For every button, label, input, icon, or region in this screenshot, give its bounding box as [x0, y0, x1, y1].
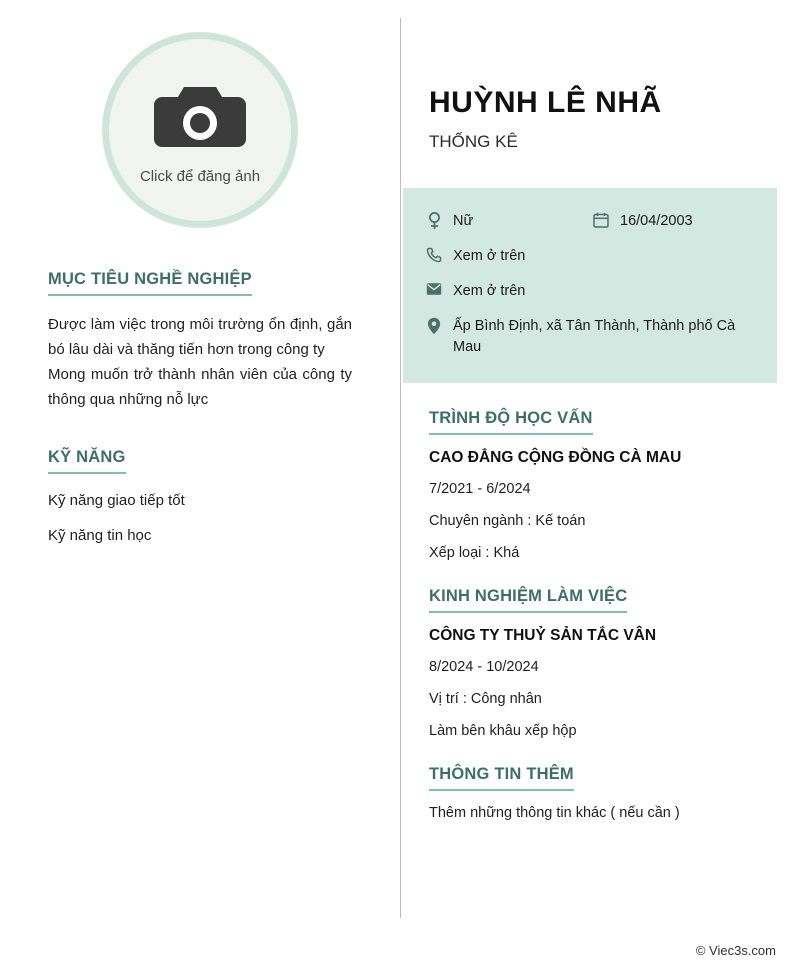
info-value-address: Ấp Bình Định, xã Tân Thành, Thành phố Cà Mau [453, 318, 736, 355]
footer-copyright: © Viec3s.com [695, 943, 776, 958]
objective-paragraph-1: Được làm việc trong môi trường ổn định, gắn bó lâu dài và thăng tiến hơn trong công ty [48, 316, 352, 358]
experience-entry-line: Vị trí : Công nhân [429, 691, 542, 707]
extra-info-body [429, 805, 779, 821]
education-entry-line: Chuyên ngành : Kế toán [429, 513, 586, 529]
education-title: TRÌNH ĐỘ HỌC VẤN [429, 409, 593, 435]
extra-info-line: Thêm những thông tin khác ( nếu cần ) [429, 805, 680, 821]
experience-section-header [429, 587, 779, 613]
info-row-gender [423, 204, 590, 239]
left-column [0, 0, 400, 562]
info-value-gender: Nữ [453, 213, 474, 229]
calendar-icon [590, 211, 612, 228]
extra-info-section [429, 765, 779, 821]
email-icon [423, 281, 445, 296]
education-section [429, 409, 779, 561]
education-section-header [429, 409, 779, 435]
photo-upload-area[interactable] [102, 32, 298, 228]
experience-entry-title: CÔNG TY THUỶ SẢN TẮC VÂN [429, 627, 657, 644]
name-block [401, 0, 800, 152]
info-row-address [423, 309, 757, 365]
experience-title: KINH NGHIỆM LÀM VIỆC [429, 587, 627, 613]
right-column [401, 0, 800, 972]
objective-paragraph-2: Mong muốn trở thành nhân viên của công ty thông qua những nỗ lực [48, 366, 352, 408]
skills-section-header [48, 448, 352, 474]
personal-info-card [403, 188, 777, 383]
extra-info-section-header [429, 765, 779, 791]
info-value-birthdate: 16/04/2003 [620, 213, 693, 229]
info-value-email: Xem ở trên [453, 283, 526, 299]
education-entry-title: CAO ĐẲNG CỘNG ĐỒNG CÀ MAU [429, 449, 682, 466]
extra-info-title: THÔNG TIN THÊM [429, 765, 574, 791]
info-value-phone: Xem ở trên [453, 248, 526, 264]
experience-entry-line: Làm bên khâu xếp hộp [429, 723, 577, 739]
skills-title: KỸ NĂNG [48, 448, 126, 474]
gender-icon [423, 211, 445, 230]
skills-list [48, 492, 352, 544]
objective-body [48, 312, 352, 412]
phone-icon [423, 246, 445, 263]
info-row-phone [423, 239, 757, 274]
education-entry-line: Xếp loại : Khá [429, 545, 520, 561]
location-icon [423, 316, 445, 335]
objective-section-header [48, 270, 352, 296]
photo-upload-label: Click để đăng ảnh [139, 168, 261, 185]
page-title: HUỲNH LÊ NHÃ [429, 86, 662, 119]
education-entry-line: 7/2021 - 6/2024 [429, 481, 531, 497]
objective-title: MỤC TIÊU NGHỀ NGHIỆP [48, 270, 252, 296]
experience-section [429, 587, 779, 739]
education-body [429, 449, 779, 561]
job-title: THỐNG KÊ [429, 132, 518, 151]
camera-icon [154, 79, 246, 156]
info-row-birthdate [590, 204, 757, 239]
list-item: Kỹ năng tin học [48, 527, 152, 544]
list-item: Kỹ năng giao tiếp tốt [48, 492, 185, 509]
experience-body [429, 627, 779, 739]
info-row-email [423, 274, 757, 309]
experience-entry-line: 8/2024 - 10/2024 [429, 659, 539, 675]
